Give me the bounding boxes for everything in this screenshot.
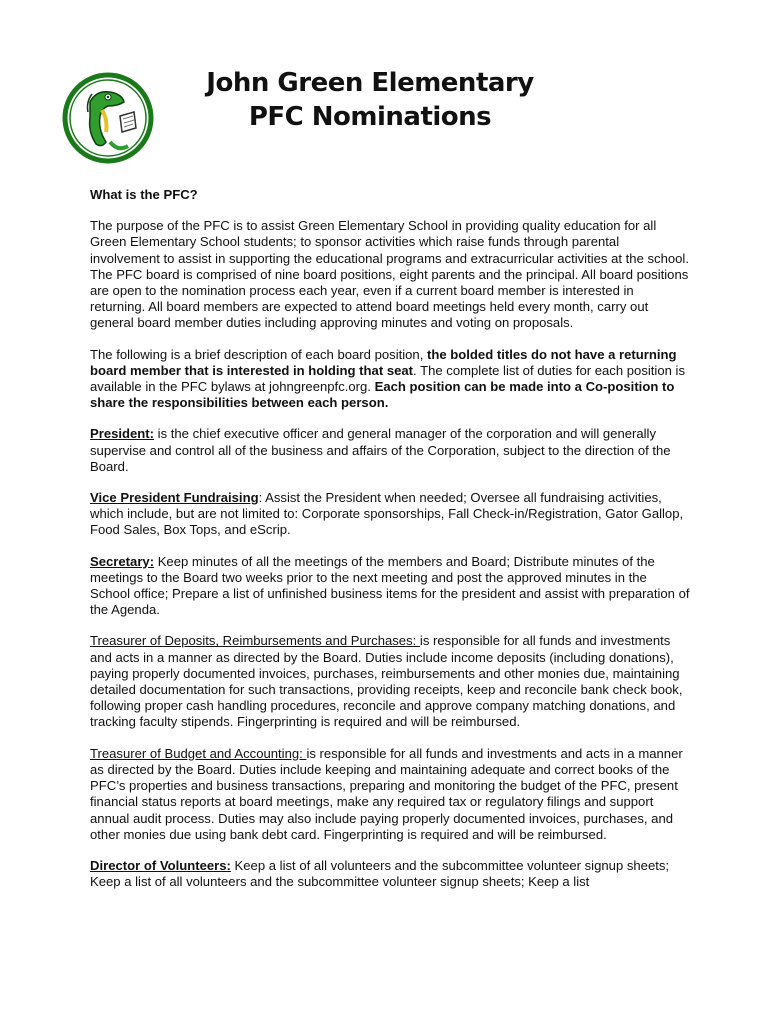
position-title: Secretary: xyxy=(90,553,155,569)
position-text: : Assist the President when needed; Oversee all fundraising activities, which include, but are not limited to: Corporate sponsorships, Fall Check-in/Registration, Gator Gallop, Food Sales, Box Tops, and eScrip. xyxy=(90,490,684,538)
position-text: is responsible for all funds and investments and acts in a manner as directed by the Board. Duties include income deposits (including donations), paying properly documented invoices, purchases, reimbursements and other monies due, maintaining detailed documentation for such transactions, providing receipts, keep and reconcile bank check book, following proper cash handling procedures, reconcile and approve company matching donations, and tracking faculty stipends. Fingerprinting is required and will be reimbursed. xyxy=(90,633,683,730)
position-text: is responsible for all funds and investments and acts in a manner as directed by the Board. Duties include keeping and maintaining adequate and correct books of the PFC’s properties and business transactions, preparing and monitoring the budget of the PFC, present financial status reports at board meetings, make any required tax or regulatory filings and support annual audit process. Duties may also include paying properly documented invoices, purchases, and other monies due using bank debt card. Fingerprinting is required and will be reimbursed. xyxy=(90,745,683,842)
position-text: Keep a list of all volunteers and the subcommittee volunteer signup sheets; Keep a list of all volunteers and the subcommittee volunteer signup sheets; Keep a list xyxy=(90,857,670,890)
position-title: President: xyxy=(90,426,155,442)
document-body xyxy=(90,187,690,905)
description-bold-2: Each position can be made into a Co-position to share the responsibilities between each person. xyxy=(90,379,675,411)
position-text: Keep minutes of all the meetings of the members and Board; Distribute minutes of the meetings to the Board two weeks prior to the next meeting and post the approved minutes in the School office; Prepare a list of unfinished business items for the president and assist with preparation of the Agenda. xyxy=(90,553,690,618)
position-treasurer-budget xyxy=(90,746,690,843)
position-secretary xyxy=(90,554,690,619)
position-title: Director of Volunteers: xyxy=(90,857,231,873)
section-heading: What is the PFC? xyxy=(90,187,198,202)
position-president xyxy=(90,426,690,475)
title-line-1: John Green Elementary xyxy=(206,68,534,98)
description-text-1: The following is a brief description of each board position, xyxy=(90,346,427,362)
title-line-2: PFC Nominations xyxy=(248,102,492,132)
position-title: Treasurer of Deposits, Reimbursements and Purchases: xyxy=(90,633,420,649)
position-text: is the chief executive officer and general manager of the corporation and will generally supervise and control all of the business and affairs of the Corporation, subject to the direction of the Board. xyxy=(90,426,671,474)
description-paragraph xyxy=(90,347,690,412)
position-treasurer-deposits xyxy=(90,633,690,730)
position-vp-fundraising xyxy=(90,490,690,539)
document-title xyxy=(150,66,590,134)
alligator-mascot-icon xyxy=(62,72,154,164)
position-title: Treasurer of Budget and Accounting: xyxy=(90,745,307,761)
description-text-2: . The complete list of duties for each position is available in the PFC bylaws at johngreenpfc.org. xyxy=(90,362,685,395)
position-director-volunteers xyxy=(90,858,690,890)
purpose-paragraph: The purpose of the PFC is to assist Green Elementary School in providing quality education for all Green Elementary School students; to sponsor activities which raise funds through parental involvement to assist in supporting the educational programs and extracurricular activities at the school. The PFC board is comprised of nine board positions, eight parents and the principal. All board positions are open to the nomination process each year, even if a current board member is interested in returning. All board members are expected to attend board meetings held every month, carry out general board member duties including approving minutes and voting on proposals. xyxy=(90,218,689,331)
position-title: Vice President Fundraising xyxy=(90,490,259,506)
description-bold-1: the bolded titles do not have a returning board member that is interested in holding that seat xyxy=(90,346,677,378)
